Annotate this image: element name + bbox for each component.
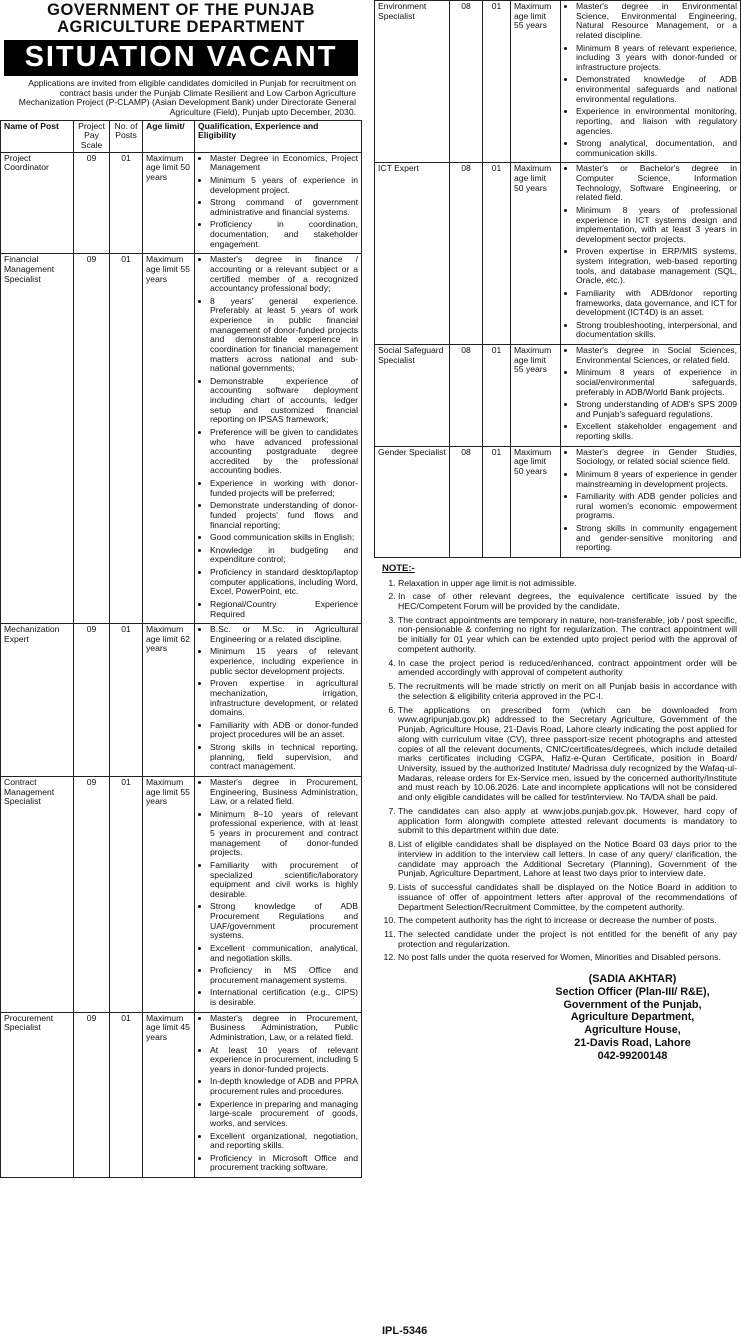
signature-line: Agriculture Department, [570, 1011, 695, 1024]
no-of-posts: 01 [483, 446, 511, 557]
pay-scale: 08 [450, 1, 483, 163]
left-column [0, 0, 362, 1178]
qualification-item: • Master's degree in Gender Studies, Sociology, or related social science field. [576, 448, 737, 467]
qualification-item: • Demonstrated knowledge of ADB environmental safeguards and national environmental regulations. [576, 75, 737, 104]
post-name: Financial Management Specialist [1, 254, 74, 624]
qualification-item: • Master's degree in Procurement, Engineering, Business Administration, Law, or a related field. [210, 778, 358, 807]
qualification-item: • Minimum 8 years of relevant experience, including 3 years with donor-funded or infrastructure projects. [576, 44, 737, 73]
note-item: 8. List of eligible candidates shall be displayed on the Notice Board 03 days prior to the interview in addition to the interview call letters. In case of any query/ clarification, the candidate may approach the Additional Secretary (Planning), Government of the Punjab, Agriculture Department, Lahore at least two days prior to interview date. [398, 840, 737, 879]
table-row [1, 624, 362, 777]
note-item: 12. No post falls under the quota reserved for Women, Minorities and Disabled persons. [398, 953, 737, 963]
note-item: 6. The applications on prescribed form (which can be downloaded from www.agripunjab.gov.pk) addressed to the Secretary Agriculture, Government of the Punjab, Agriculture House, 21-Davis Road, Lahore clearly indicating the post applied for along with curriculum vitae (CV), three passport-size recent photographs and attested copies of all the relevant documents, CNIC/certificates/degrees, which include detailed marks certificates including CGPA, Hafiz-e-Quran Certificate, position in Board/ University, issued by the authorized Institute/ Madrissa duly recognized by the Wafaq-ul-Madaras, release orders for Ex-Service men, issued by the concerned authority/Institute and must reach by 10.06.2026. Late and incomplete applications will not be considered and only eligible candidates will be called for test/interview. No TA/DA shall be paid. [398, 706, 737, 803]
pay-scale: 09 [74, 1012, 110, 1177]
qualification-item: • B.Sc. or M.Sc. in Agricultural Engineering or a related discipline. [210, 625, 358, 644]
table-header-row [1, 120, 362, 152]
qualification-item: • 8 years' general experience. Preferably at least 5 years of work experience in public financial management of donor-funded projects and demonstrable experience in coordination for financial management matters across national and sub-national governments; [210, 297, 358, 374]
note-item: 3. The contract appointments are temporary in nature, non-transferable, job / post specific, non-pensionable & conferring no right for regularization. The contract appointment will be initially for 01 year which can be extended upto project period with the approval of competent authority. [398, 616, 737, 655]
qualification-item: • Master's degree in Social Sciences, Environmental Sciences, or related field. [576, 346, 737, 365]
qualification-item: • Experience in environmental monitoring, reporting, and liaison with regulatory agencies. [576, 107, 737, 136]
qualification-list [564, 164, 737, 340]
signature-line: Section Officer (Plan-III/ R&E), [555, 985, 710, 998]
table-body-right [375, 1, 741, 558]
qualification-item: • Preference will be given to candidates who have advanced professional accounting postgraduate degree accredited by the professional accounting bodies. [210, 428, 358, 476]
header-department: AGRICULTURE DEPARTMENT [57, 18, 305, 37]
table-row [1, 1012, 362, 1177]
qualification-item: • Master Degree in Economics, Project Management [210, 154, 358, 173]
qualification-list [564, 346, 737, 442]
qualification-item: • Master's degree in Procurement, Business Administration, Public Administration, Law, or a related field. [210, 1014, 358, 1043]
situation-vacant-banner: SITUATION VACANT [4, 40, 358, 76]
qualifications [561, 163, 741, 345]
signature-line: Agriculture House, [584, 1024, 681, 1037]
note-item: 4. In case the project period is reduced/enhanced, contract appointment order will be amended accordingly with approval of competent authority [398, 659, 737, 678]
qualification-list [198, 1014, 358, 1173]
qualification-item: • Familiarity with ADB gender policies and rural women's economic empowerment programs. [576, 492, 737, 521]
qualification-list [198, 255, 358, 619]
post-name: Environment Specialist [375, 1, 450, 163]
qualification-item: • Strong understanding of ADB's SPS 2009 and Punjab's safeguard regulations. [576, 400, 737, 419]
pay-scale: 08 [450, 163, 483, 345]
qualification-list [198, 154, 358, 250]
qualification-item: • Excellent organizational, negotiation, and reporting skills. [210, 1132, 358, 1151]
qualification-item: • Familiarity with procurement of specialized scientific/laboratory equipment and civil works is highly desirable. [210, 861, 358, 900]
no-of-posts: 01 [483, 163, 511, 345]
age-limit: Maximum age limit 50 years [511, 446, 561, 557]
qualification-item: • Strong troubleshooting, interpersonal, and documentation skills. [576, 321, 737, 340]
signature-line: 042-99200148 [597, 1049, 668, 1062]
col-header-quals: Qualification, Experience and Eligibility [195, 120, 362, 152]
pay-scale: 08 [450, 446, 483, 557]
notes-title: NOTE:- [382, 562, 415, 574]
no-of-posts: 01 [110, 254, 143, 624]
qualification-item: • Proficiency in MS Office and procurement management systems. [210, 966, 358, 985]
qualifications [195, 1012, 362, 1177]
qualification-item: • Regional/Country Experience Required [210, 600, 358, 619]
post-name: Project Coordinator [1, 152, 74, 254]
qualification-item: • Proven expertise in agricultural mechanization, irrigation, infrastructure development, or related domains. [210, 679, 358, 718]
signature-line: 21-Davis Road, Lahore [574, 1036, 691, 1049]
no-of-posts: 01 [110, 624, 143, 777]
qualifications [561, 345, 741, 447]
col-header-age: Age limit/ [143, 120, 195, 152]
qualification-item: • Strong skills in community engagement and gender-sensitive monitoring and reporting. [576, 524, 737, 553]
no-of-posts: 01 [110, 152, 143, 254]
pay-scale: 09 [74, 254, 110, 624]
note-item: 11. The selected candidate under the project is not entitled for the benefit of any pay protection and regularization. [398, 930, 737, 949]
posts-table-left [0, 120, 362, 1178]
post-name: Contract Management Specialist [1, 776, 74, 1012]
pay-scale: 08 [450, 345, 483, 447]
qualification-item: • Experience in preparing and managing large-scale procurement of goods, works, and services. [210, 1100, 358, 1129]
qualification-item: • Master's degree in finance / accounting or a relevant subject or a certified member of a recognized accountancy professional body; [210, 255, 358, 294]
qualification-item: • International certification (e.g., CIPS) is desirable. [210, 988, 358, 1007]
qualifications [195, 152, 362, 254]
qualification-item: • Strong skills in technical reporting, planning, field supervision, and contract management. [210, 743, 358, 772]
signature-line: Government of the Punjab, [563, 998, 702, 1011]
posts-table-right [374, 0, 741, 558]
header-government: GOVERNMENT OF THE PUNJAB [47, 1, 315, 19]
qualification-item: • Excellent communication, analytical, and negotiation skills. [210, 944, 358, 963]
note-item: 5. The recruitments will be made strictly on merit on all Punjab basis in accordance with the selection & eligibility criteria approved in the PC-I. [398, 682, 737, 701]
qualifications [561, 1, 741, 163]
qualification-item: • Good communication skills in English; [210, 533, 358, 543]
qualification-list [564, 2, 737, 158]
qualification-item: • Strong command of government administrative and financial systems. [210, 198, 358, 217]
qualification-list [198, 625, 358, 772]
table-row [375, 163, 741, 345]
qualification-list [564, 448, 737, 553]
post-name: Mechanization Expert [1, 624, 74, 777]
pay-scale: 09 [74, 776, 110, 1012]
qualification-item: • In-depth knowledge of ADB and PPRA procurement rules and procedures. [210, 1077, 358, 1096]
post-name: ICT Expert [375, 163, 450, 345]
right-column [374, 0, 741, 1337]
qualification-item: • Strong knowledge of ADB Procurement Regulations and UAF/government procurement systems. [210, 902, 358, 941]
qualification-item: • Minimum 5 years of experience in development project. [210, 176, 358, 195]
table-row [375, 446, 741, 557]
qualification-list [198, 778, 358, 1008]
table-row [375, 1, 741, 163]
signatory-name: (SADIA AKHTAR) [588, 973, 677, 986]
col-header-name: Name of Post [1, 120, 74, 152]
age-limit: Maximum age limit 45 years [143, 1012, 195, 1177]
note-item: 7. The candidates can also apply at www.jobs.punjab.gov.pk. However, hard copy of application form alongwith complete attested relevant documents is mandatory to submit to this department within due date. [398, 807, 737, 836]
pay-scale: 09 [74, 152, 110, 254]
qualifications [195, 624, 362, 777]
no-of-posts: 01 [483, 1, 511, 163]
age-limit: Maximum age limit 50 years [143, 152, 195, 254]
qualification-item: • Proficiency in standard desktop/laptop computer applications, including Word, Excel, PowerPoint, etc. [210, 568, 358, 597]
qualification-item: • Minimum 15 years of relevant experience, including experience in public sector development projects. [210, 647, 358, 676]
qualification-item: • At least 10 years of relevant experience in procurement, including 5 years in donor-funded projects. [210, 1046, 358, 1075]
qualification-item: • Proven expertise in ERP/MIS systems, system integration, web-based reporting tools, and database management (SQL, Oracle, etc.). [576, 247, 737, 286]
qualification-item: • Proficiency in Microsoft Office and procurement tracking software. [210, 1154, 358, 1173]
qualification-item: • Knowledge in budgeting and expenditure control; [210, 546, 358, 565]
intro-paragraph: Applications are invited from eligible candidates domiciled in Punjab for recruitment on contract basis under the Punjab Climate Resilient and Low Carbon Agriculture Mechanization Project (P-CLAMP) (Asian Development Bank) under Directorate General Agriculture (Field), Punjab upto December, 2030. [18, 77, 356, 118]
note-item: 10. The competent authority has the right to increase or decrease the number of posts. [398, 916, 737, 926]
post-name: Social Safeguard Specialist [375, 345, 450, 447]
qualification-item: • Minimum 8 years of professional experience in ICT systems design and implementation, with at least 3 years in development sector projects. [576, 206, 737, 245]
col-header-posts: No. of Posts [110, 120, 143, 152]
qualification-item: • Demonstrable experience of accounting software deployment including chart of accounts, ledger setup and customized financial reporting on IPSAS framework; [210, 377, 358, 425]
qualification-item: • Experience in working with donor-funded projects will be preferred; [210, 479, 358, 498]
no-of-posts: 01 [483, 345, 511, 447]
ipl-number: IPL-5346 [382, 1325, 428, 1337]
note-item: 2. In case of other relevant degrees, the equivalence certificate issued by the HEC/Competent Forum will be provided by the candidate. [398, 592, 737, 611]
age-limit: Maximum age limit 62 years [143, 624, 195, 777]
age-limit: Maximum age limit 50 years [511, 163, 561, 345]
no-of-posts: 01 [110, 1012, 143, 1177]
table-body-left [1, 152, 362, 1177]
qualification-item: • Minimum 8 years of experience in social/environmental safeguards, preferably in ADB/World Bank projects. [576, 368, 737, 397]
signature-block [524, 973, 741, 1062]
table-row [375, 345, 741, 447]
qualification-item: • Master's or Bachelor's degree in Computer Science, Information Technology, Software Engineering, or related field. [576, 164, 737, 203]
qualification-item: • Proficiency in coordination, documentation, and stakeholder engagement. [210, 220, 358, 249]
qualification-item: • Familiarity with ADB/donor reporting frameworks, data governance, and ICT for development (ICT4D) is an asset. [576, 289, 737, 318]
age-limit: Maximum age limit 55 years [511, 345, 561, 447]
qualification-item: • Excellent stakeholder engagement and reporting skills. [576, 422, 737, 441]
notes-list [374, 579, 741, 964]
no-of-posts: 01 [110, 776, 143, 1012]
qualifications [561, 446, 741, 557]
qualification-item: • Demonstrate understanding of donor-funded projects' fund flows and financial reporting; [210, 501, 358, 530]
qualifications [195, 776, 362, 1012]
pay-scale: 09 [74, 624, 110, 777]
note-item: 1. Relaxation in upper age limit is not admissible. [398, 579, 737, 589]
age-limit: Maximum age limit 55 years [511, 1, 561, 163]
qualification-item: • Minimum 8 years of experience in gender mainstreaming in development projects. [576, 470, 737, 489]
qualification-item: • Familiarity with ADB or donor-funded project procedures will be an asset. [210, 721, 358, 740]
qualification-item: • Master's degree in Environmental Science, Environmental Engineering, Natural Resource Management, or a related discipline. [576, 2, 737, 41]
table-row [1, 152, 362, 254]
note-item: 9. Lists of successful candidates shall be displayed on the Notice Board in addition to issuance of offer of appointment letters after approval of the recommendations of Department Selection/Recruitment Committee, by the competent authority. [398, 883, 737, 912]
age-limit: Maximum age limit 55 years [143, 254, 195, 624]
qualification-item: • Strong analytical, documentation, and communication skills. [576, 139, 737, 158]
post-name: Gender Specialist [375, 446, 450, 557]
table-row [1, 776, 362, 1012]
col-header-scale: Project Pay Scale [74, 120, 110, 152]
qualification-item: • Minimum 8–10 years of relevant professional experience, with at least 5 years in procurement and contract management of donor-funded projects. [210, 810, 358, 858]
signature-lines [524, 986, 741, 1062]
table-row [1, 254, 362, 624]
age-limit: Maximum age limit 55 years [143, 776, 195, 1012]
post-name: Procurement Specialist [1, 1012, 74, 1177]
qualifications [195, 254, 362, 624]
